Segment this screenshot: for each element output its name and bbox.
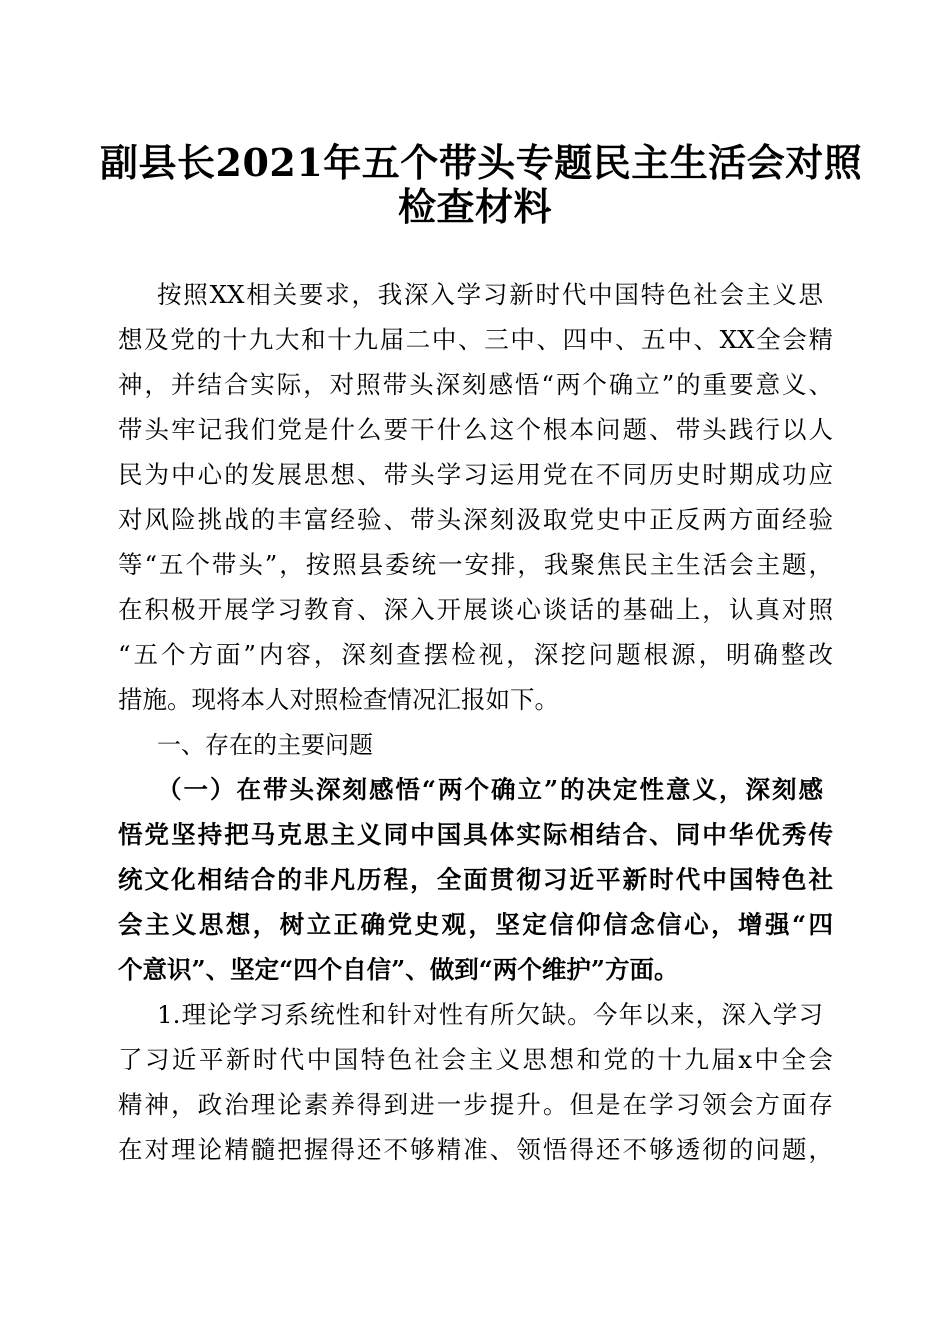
intro-line: 带头牢记我们党是什么要干什么这个根本问题、带头践行以人 [118,415,833,444]
intro-line: “五个方面”内容，深刻查摆检视，深挖问题根源，明确整改 [118,640,833,669]
item-line: 1.理论学习系统性和针对性有所欠缺。今年以来，深入学习 [157,1000,823,1029]
subsection-line: 会主义思想，树立正确党史观，坚定信仰信念信心，增强“四 [118,910,833,939]
intro-line: 措施。现将本人对照检查情况汇报如下。 [118,685,559,714]
intro-line: 对风险挑战的丰富经验、带头深刻汲取党史中正反两方面经验 [118,505,833,534]
subsection-line: 统文化相结合的非凡历程，全面贯彻习近平新时代中国特色社 [118,865,833,894]
section-heading: 一、存在的主要问题 [157,731,373,759]
item-line: 精神，政治理论素养得到进一步提升。但是在学习领会方面存 [118,1090,833,1119]
item-line: 了习近平新时代中国特色社会主义思想和党的十九届x中全会 [118,1045,833,1074]
item-line: 在对理论精髓把握得还不够精准、领悟得还不够透彻的问题， [118,1135,833,1164]
intro-line: 想及党的十九大和十九届二中、三中、四中、五中、XX全会精 [118,325,833,354]
intro-line: 等“五个带头”，按照县委统一安排，我聚焦民主生活会主题， [118,550,833,579]
subsection-line: （一）在带头深刻感悟“两个确立”的决定性意义，深刻感 [157,775,823,804]
document-title-line-1: 副县长2021年五个带头专题民主生活会对照 [100,140,863,185]
intro-line: 神，并结合实际，对照带头深刻感悟“两个确立”的重要意义、 [118,370,833,399]
intro-line: 按照XX相关要求，我深入学习新时代中国特色社会主义思 [157,280,823,309]
intro-line: 在积极开展学习教育、深入开展谈心谈话的基础上，认真对照 [118,595,833,624]
document-title-line-2: 检查材料 [397,184,552,229]
intro-line: 民为中心的发展思想、带头学习运用党在不同历史时期成功应 [118,460,833,489]
subsection-line: 个意识”、坚定“四个自信”、做到“两个维护”方面。 [118,955,679,984]
subsection-line: 悟党坚持把马克思主义同中国具体实际相结合、同中华优秀传 [118,820,833,849]
